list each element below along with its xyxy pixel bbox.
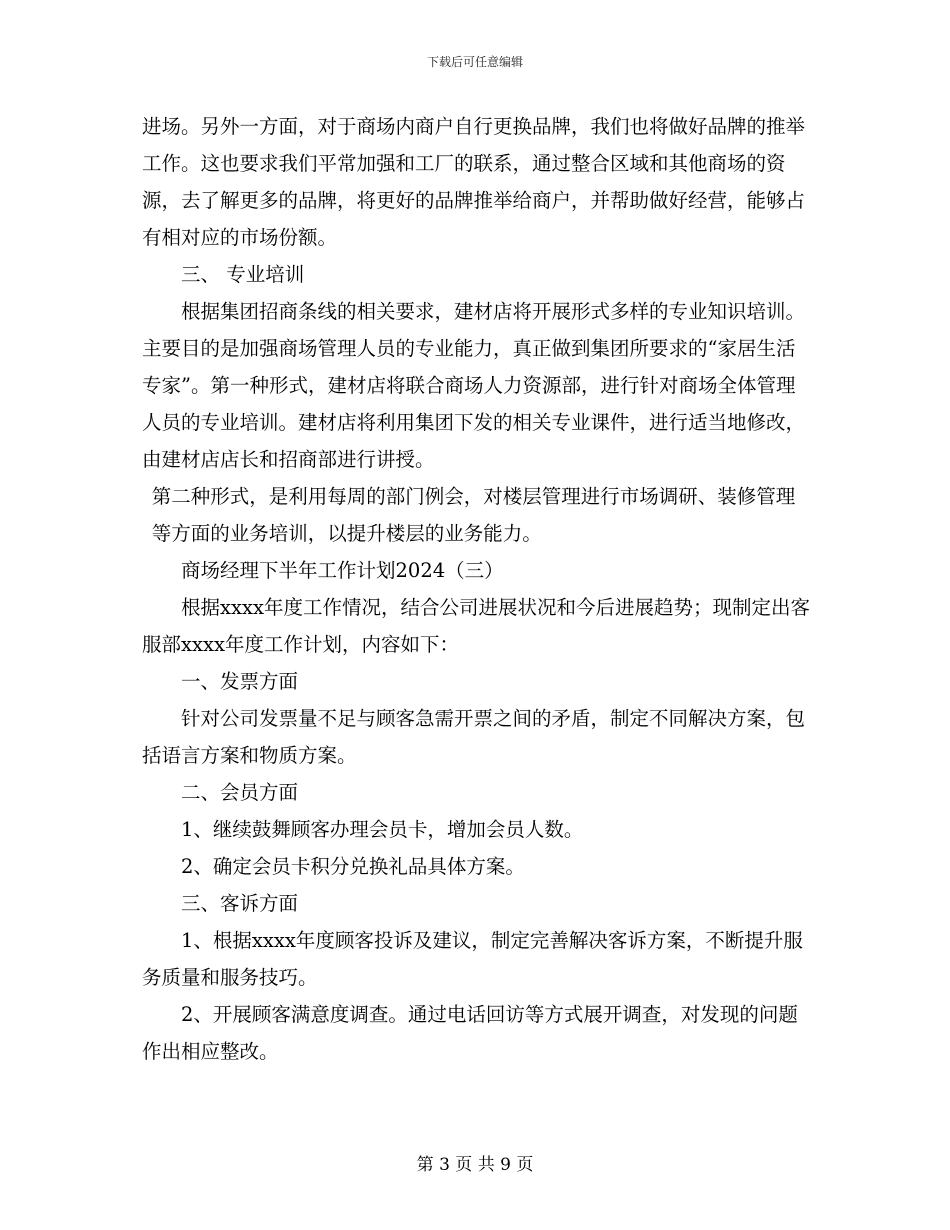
list-item-member-2: 2、确定会员卡积分兑换礼品具体方案。: [181, 855, 525, 878]
page-number-footer: 第 3 页 共 9 页: [416, 1155, 534, 1175]
document-body: [142, 108, 812, 1070]
section-heading-training: 三、 专业培训: [181, 263, 305, 286]
paragraph-invoice: 针对公司发票量不足与顾客急需开票之间的矛盾，制定不同解决方案，包括语言方案和物质方案。: [142, 707, 806, 767]
section-heading-invoice: 一、发票方面: [181, 670, 299, 693]
paragraph-continuation: 进场。另外一方面，对于商场内商户自行更换品牌，我们也将做好品牌的推举工作。这也要求我们平常加强和工厂的联系，通过整合区域和其他商场的资源，去了解更多的品牌，将更好的品牌推举给商户，并帮助做好经营，能够占有相对应的市场份额。: [142, 115, 806, 249]
paragraph-training: 根据集团招商条线的相关要求，建材店将开展形式多样的专业知识培训。主要目的是加强商场管理人员的专业能力，真正做到集团所要求的“家居生活专家”。第一种形式，建材店将联合商场人力资源部，进行针对商场全体管理人员的专业培训。建材店将利用集团下发的相关专业课件，进行适当地修改，由建材店店长和招商部进行讲授。: [142, 300, 806, 471]
paragraph-second-form: 第二种形式，是利用每周的部门例会，对楼层管理进行市场调研、装修管理等方面的业务培训，以提升楼层的业务能力。: [151, 485, 796, 545]
section-heading-complaint: 三、客诉方面: [181, 892, 299, 915]
paragraph-intro: 根据xxxx年度工作情况，结合公司进展状况和今后进展趋势；现制定出客服部xxxx年度工作计划，内容如下：: [142, 596, 810, 656]
section-heading-member: 二、会员方面: [181, 781, 299, 804]
list-item-complaint-1: 1、根据xxxx年度顾客投诉及建议，制定完善解决客诉方案，不断提升服务质量和服务技巧。: [142, 929, 803, 989]
page-header: 下载后可任意编辑: [426, 55, 523, 69]
document-title: 商场经理下半年工作计划2024（三）: [181, 559, 504, 582]
list-item-complaint-2: 2、开展顾客满意度调查。通过电话回访等方式展开调查，对发现的问题作出相应整改。: [142, 1003, 798, 1063]
list-item-member-1: 1、继续鼓舞顾客办理会员卡，增加会员人数。: [181, 818, 584, 841]
